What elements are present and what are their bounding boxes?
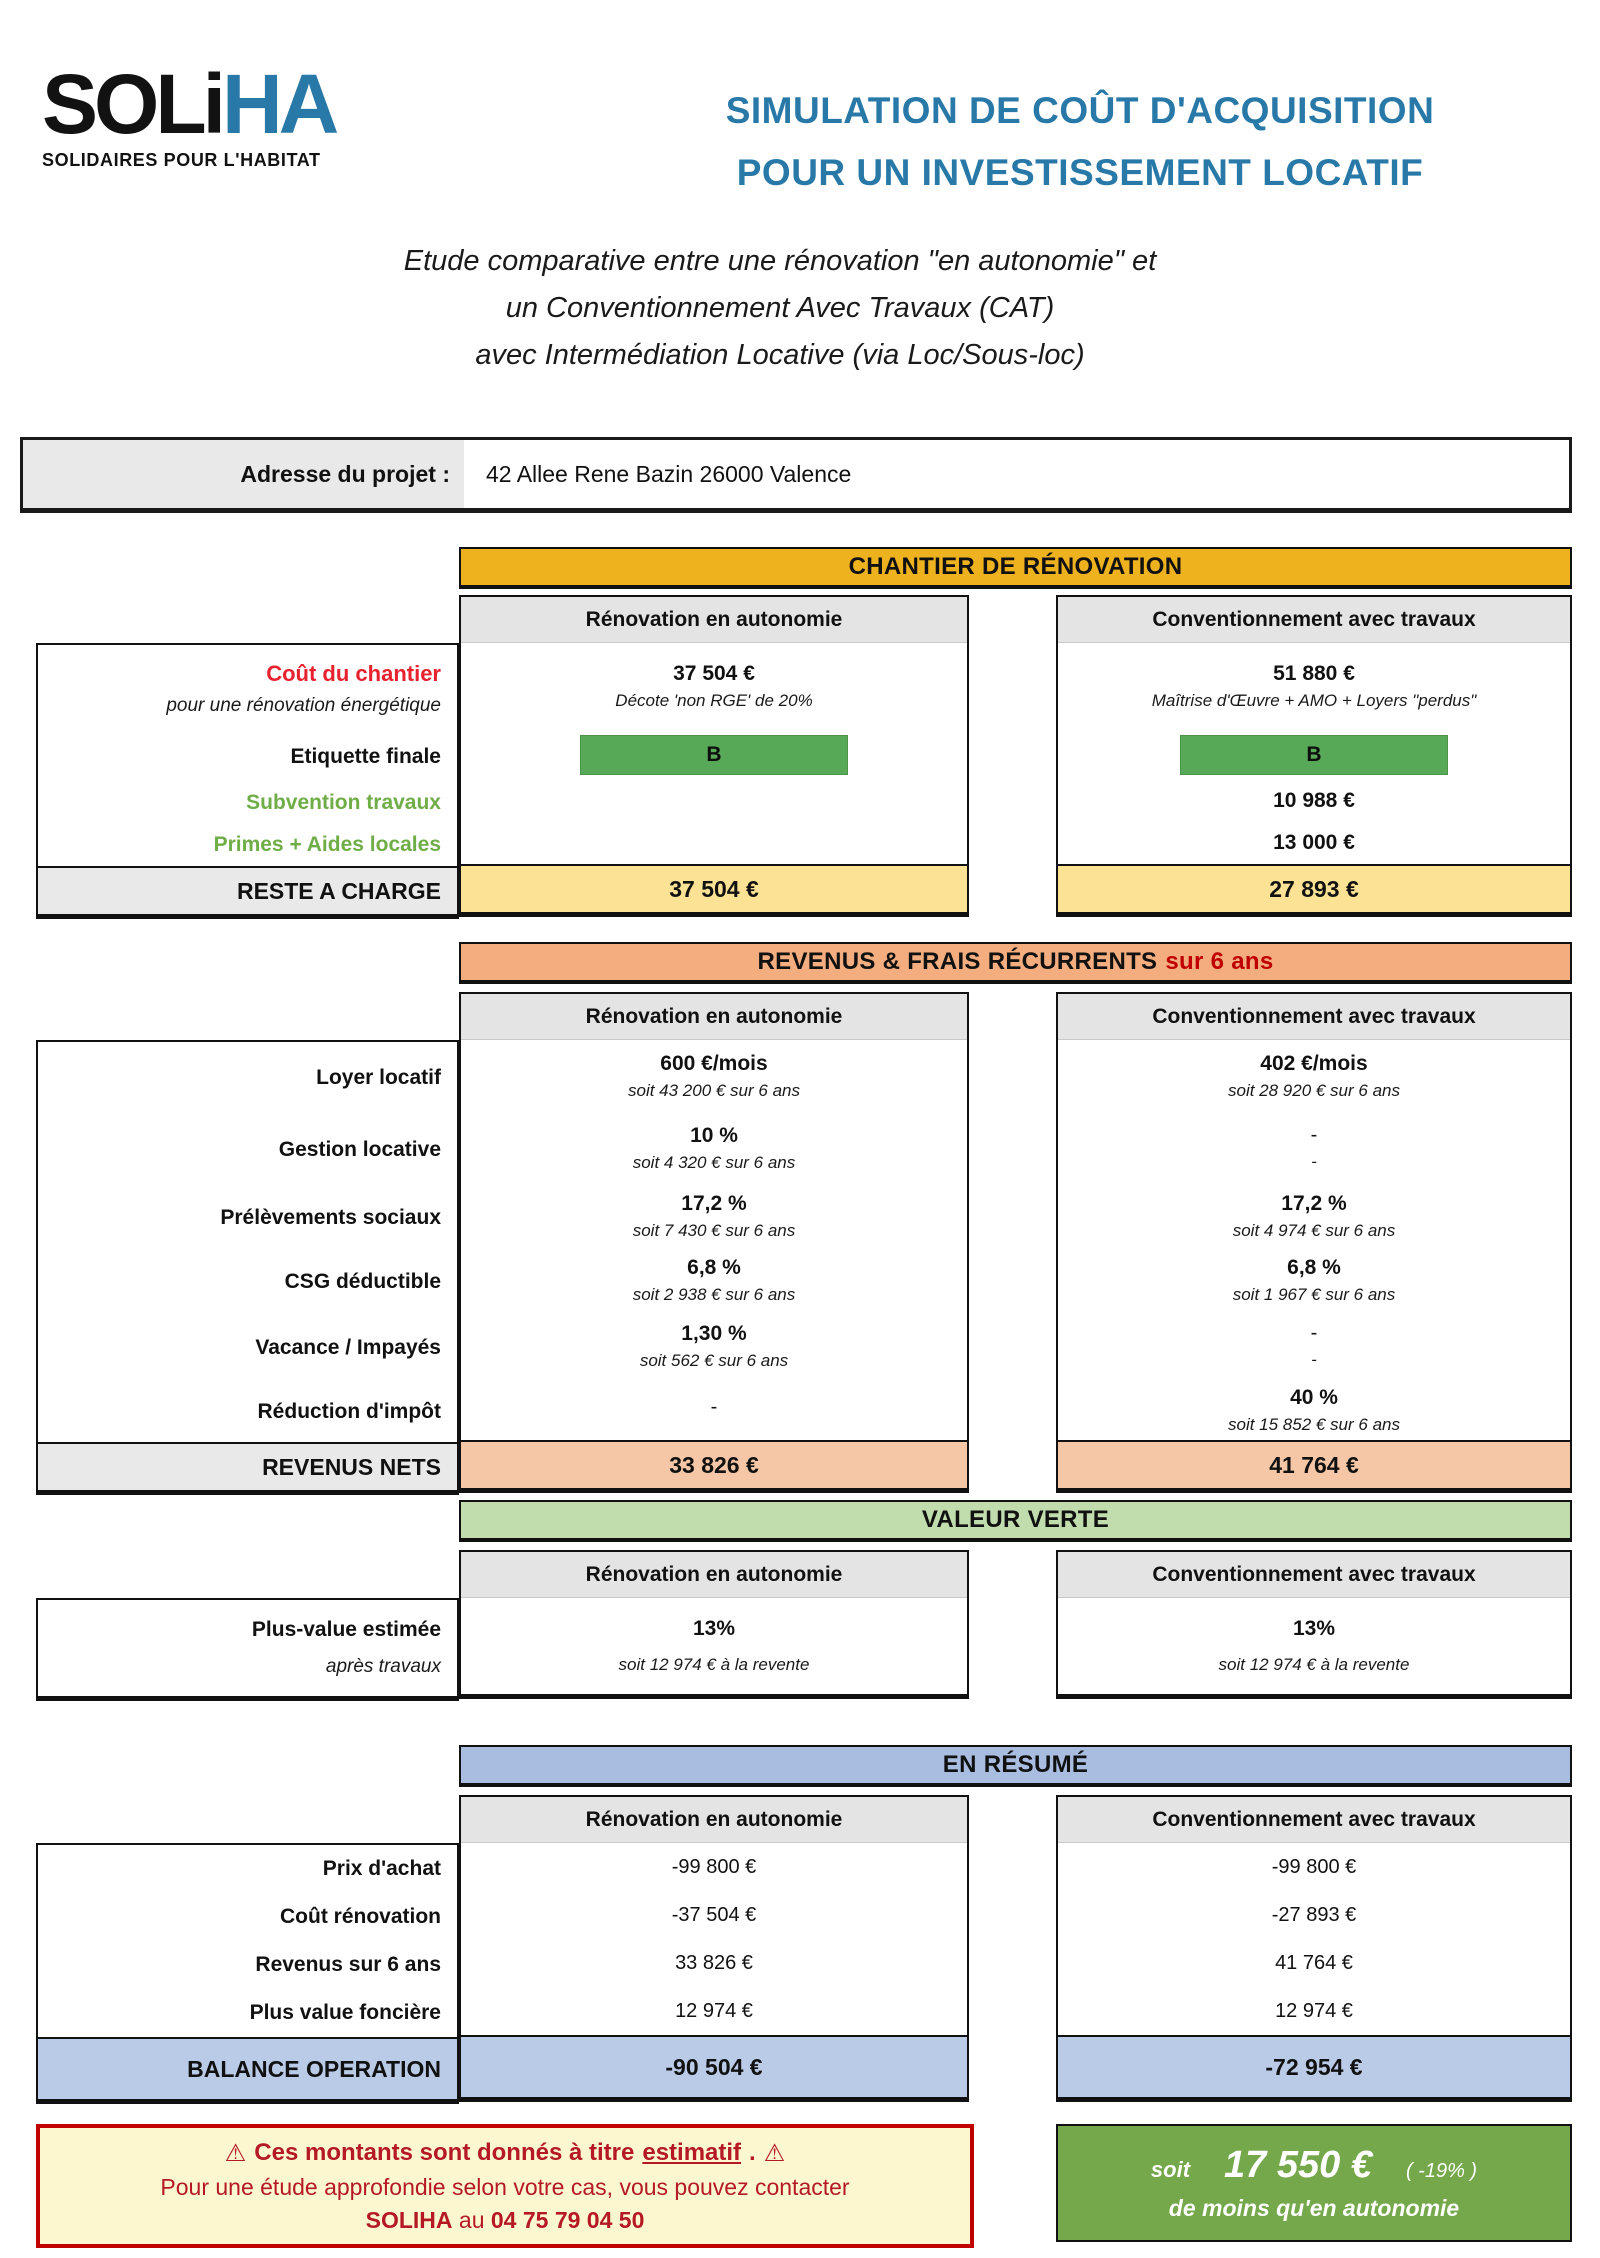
page-title — [620, 80, 1540, 204]
revenus-col1-box — [459, 992, 969, 1493]
warning-line1-text: Ces montants sont donnés à titre — [254, 2139, 635, 2166]
chantier-cout-col2 — [1058, 643, 1570, 730]
address-label: Adresse du projet : — [23, 440, 464, 508]
reste-a-charge-autonomie: 37 504 € — [461, 864, 967, 912]
revenus-nets-autonomie: 33 826 € — [461, 1440, 967, 1488]
cout-chantier-cat: 51 880 € — [1273, 662, 1355, 685]
vacance-col2 — [1058, 1312, 1570, 1380]
resume-prix-label-row — [38, 1845, 457, 1893]
revenus-header-text: REVENUS & FRAIS RÉCURRENTS — [757, 948, 1158, 975]
column-header-conventionnement: Conventionnement avec travaux — [1058, 597, 1570, 643]
savings-percent: ( -19% ) — [1405, 2160, 1478, 2182]
vacance-autonomie-total: soit 562 € sur 6 ans — [639, 1350, 789, 1370]
savings-amount: 17 550 € — [1224, 2144, 1372, 2186]
cout-chantier-cat-note: Maîtrise d'Œuvre + AMO + Loyers "perdus" — [1151, 691, 1477, 710]
column-header-autonomie: Rénovation en autonomie — [461, 1552, 967, 1598]
subtitle-line1: Etude comparative entre une rénovation "en autonomie" et — [403, 245, 1157, 277]
csg-autonomie: 6,8 % — [687, 1255, 741, 1279]
label-vacance-impayes: Vacance / Impayés — [255, 1336, 441, 1359]
energy-label-badge-cat: B — [1180, 735, 1448, 775]
gestion-cat-total: - — [1311, 1152, 1317, 1171]
page-title-line1: SIMULATION DE COÛT D'ACQUISITION — [725, 90, 1435, 131]
column-header-autonomie: Rénovation en autonomie — [461, 1797, 967, 1843]
valeur-col1-box — [459, 1550, 969, 1699]
chantier-subvention-col1 — [461, 780, 967, 822]
label-plus-value-fonciere: Plus value foncière — [249, 2001, 441, 2024]
label-gestion-locative: Gestion locative — [278, 1138, 441, 1161]
warning-line1 — [225, 2139, 785, 2168]
warning-phone-number: 04 75 79 04 50 — [490, 2206, 645, 2233]
label-reste-a-charge: RESTE A CHARGE — [38, 866, 457, 914]
label-cout-du-chantier: Coût du chantier — [266, 660, 441, 686]
column-header-conventionnement: Conventionnement avec travaux — [1058, 1552, 1570, 1598]
cout-renovation-col2 — [1058, 1891, 1570, 1939]
chantier-row-primes-label — [38, 824, 457, 866]
label-primes-aides: Primes + Aides locales — [213, 833, 441, 856]
label-subvention-travaux: Subvention travaux — [246, 791, 441, 814]
prelevements-autonomie: 17,2 % — [681, 1191, 747, 1215]
loyer-cat-total: soit 28 920 € sur 6 ans — [1227, 1080, 1400, 1100]
gestion-col2 — [1058, 1112, 1570, 1184]
label-prelevements-sociaux: Prélèvements sociaux — [220, 1206, 441, 1229]
prix-achat-autonomie: -99 800 € — [671, 1855, 757, 1878]
logo-tagline: SOLIDAIRES POUR L'HABITAT — [42, 150, 321, 170]
chantier-primes-col2 — [1058, 822, 1570, 864]
revenus-reduction-label-row — [38, 1382, 457, 1442]
cout-chantier-autonomie: 37 504 € — [673, 662, 755, 685]
warning-icon: ⚠ — [763, 2139, 786, 2167]
warning-soliha-name: SOLIHA — [365, 2206, 453, 2233]
subvention-cat: 10 988 € — [1273, 789, 1355, 812]
plus-value-autonomie: 13% — [692, 1617, 736, 1640]
warning-line3-mid: au — [458, 2206, 485, 2233]
prelevements-autonomie-total: soit 7 430 € sur 6 ans — [632, 1220, 796, 1240]
revenus-6ans-autonomie: 33 826 € — [675, 1951, 753, 1974]
chantier-cout-col1 — [461, 643, 967, 730]
resume-label-box — [36, 1843, 459, 2104]
logo-wordmark — [42, 57, 442, 151]
soliha-logo — [42, 57, 442, 171]
warning-icon: ⚠ — [224, 2139, 247, 2167]
loyer-autonomie: 600 €/mois — [660, 1051, 768, 1075]
reduction-cat: 40 % — [1290, 1385, 1338, 1409]
chantier-col1-box — [459, 595, 969, 917]
plus-value-fonciere-cat: 12 974 € — [1275, 1999, 1353, 2022]
label-etiquette-finale: Etiquette finale — [290, 745, 441, 768]
label-loyer-locatif: Loyer locatif — [316, 1066, 441, 1089]
loyer-autonomie-total: soit 43 200 € sur 6 ans — [627, 1080, 800, 1100]
label-revenus-nets: REVENUS NETS — [38, 1442, 457, 1490]
reduction-autonomie: - — [710, 1396, 718, 1418]
label-csg-deductible: CSG déductible — [284, 1270, 441, 1293]
vacance-col1 — [461, 1312, 967, 1380]
label-plus-value-estimee: Plus-value estimée — [251, 1618, 441, 1641]
valeur-col2-box — [1056, 1550, 1572, 1699]
chantier-row-etiquette-label — [38, 732, 457, 782]
reduction-col1 — [461, 1380, 967, 1440]
subtitle-line2: un Conventionnement Avec Travaux (CAT) — [505, 292, 1055, 324]
gestion-autonomie: 10 % — [690, 1123, 738, 1147]
savings-prefix: soit — [1150, 2157, 1191, 2182]
prix-achat-cat: -99 800 € — [1271, 1855, 1357, 1878]
revenus-col2-box — [1056, 992, 1572, 1493]
csg-col1 — [461, 1248, 967, 1312]
section-header-valeur-verte: VALEUR VERTE — [459, 1500, 1572, 1542]
page-title-line2: POUR UN INVESTISSEMENT LOCATIF — [736, 152, 1424, 193]
subtitle — [20, 238, 1540, 379]
chantier-row-cout-label — [38, 645, 457, 732]
cout-chantier-autonomie-note: Décote 'non RGE' de 20% — [615, 691, 813, 710]
chantier-etiquette-col2 — [1058, 730, 1570, 780]
valeur-col2 — [1058, 1598, 1570, 1694]
chantier-etiquette-col1 — [461, 730, 967, 780]
valeur-label-box — [36, 1598, 459, 1701]
plus-value-fonciere-col1 — [461, 1987, 967, 2035]
csg-col2 — [1058, 1248, 1570, 1312]
label-cout-renovation: Coût rénovation — [280, 1905, 441, 1928]
energy-label-badge-autonomie: B — [580, 735, 848, 775]
gestion-col1 — [461, 1112, 967, 1184]
resume-revenus-label-row — [38, 1941, 457, 1989]
revenus-6ans-cat: 41 764 € — [1275, 1951, 1353, 1974]
resume-col2-box — [1056, 1795, 1572, 2102]
vacance-autonomie: 1,30 % — [681, 1321, 747, 1345]
vacance-cat-total: - — [1311, 1350, 1317, 1369]
warning-line3 — [366, 2207, 645, 2234]
label-revenus-6ans: Revenus sur 6 ans — [255, 1953, 441, 1976]
warning-line1-underlined: estimatif — [642, 2139, 742, 2166]
csg-cat-total: soit 1 967 € sur 6 ans — [1232, 1284, 1396, 1304]
loyer-col1 — [461, 1040, 967, 1112]
revenus-csg-label-row — [38, 1250, 457, 1314]
reduction-col2 — [1058, 1380, 1570, 1440]
vacance-cat: - — [1310, 1322, 1318, 1344]
prelevements-col1 — [461, 1184, 967, 1248]
resume-plusvalue-label-row — [38, 1989, 457, 2037]
chantier-label-box — [36, 643, 459, 919]
cout-renovation-cat: -27 893 € — [1271, 1903, 1357, 1926]
primes-cat: 13 000 € — [1273, 831, 1355, 854]
column-header-autonomie: Rénovation en autonomie — [461, 597, 967, 643]
label-prix-achat: Prix d'achat — [322, 1857, 441, 1880]
section-header-resume: EN RÉSUMÉ — [459, 1745, 1572, 1787]
estimate-warning-box — [36, 2124, 974, 2248]
label-apres-travaux: après travaux — [325, 1656, 441, 1677]
prelevements-cat: 17,2 % — [1281, 1191, 1347, 1215]
section-header-revenus — [459, 942, 1572, 984]
savings-caption: de moins qu'en autonomie — [1168, 2195, 1460, 2221]
address-value: 42 Allee Rene Bazin 26000 Valence — [486, 460, 852, 487]
column-header-conventionnement: Conventionnement avec travaux — [1058, 994, 1570, 1040]
label-reduction-impot: Réduction d'impôt — [257, 1400, 441, 1423]
valeur-col1 — [461, 1598, 967, 1694]
revenus-prelevements-label-row — [38, 1186, 457, 1250]
revenus-label-box — [36, 1040, 459, 1495]
reduction-cat-total: soit 15 852 € sur 6 ans — [1227, 1414, 1400, 1434]
csg-cat: 6,8 % — [1287, 1255, 1341, 1279]
plus-value-cat-note: soit 12 974 € à la revente — [1218, 1655, 1410, 1674]
revenus-vacance-label-row — [38, 1314, 457, 1382]
cout-renovation-autonomie: -37 504 € — [671, 1903, 757, 1926]
column-header-autonomie: Rénovation en autonomie — [461, 994, 967, 1040]
prelevements-cat-total: soit 4 974 € sur 6 ans — [1232, 1220, 1396, 1240]
revenus-nets-cat: 41 764 € — [1058, 1440, 1570, 1488]
loyer-col2 — [1058, 1040, 1570, 1112]
column-header-conventionnement: Conventionnement avec travaux — [1058, 1797, 1570, 1843]
valeur-label-row — [38, 1600, 457, 1696]
chantier-col2-box — [1056, 595, 1572, 917]
revenus-6ans-col1 — [461, 1939, 967, 1987]
warning-line1-end: . — [749, 2139, 756, 2166]
chantier-primes-col1 — [461, 822, 967, 864]
address-bar — [20, 437, 1572, 513]
csg-autonomie-total: soit 2 938 € sur 6 ans — [632, 1284, 796, 1304]
label-renovation-energetique: pour une rénovation énergétique — [166, 694, 441, 716]
prelevements-col2 — [1058, 1184, 1570, 1248]
revenus-gestion-label-row — [38, 1114, 457, 1186]
revenus-loyer-label-row — [38, 1042, 457, 1114]
section-header-chantier: CHANTIER DE RÉNOVATION — [459, 547, 1572, 589]
gestion-cat: - — [1310, 1124, 1318, 1146]
revenus-6ans-col2 — [1058, 1939, 1570, 1987]
chantier-row-subvention-label — [38, 782, 457, 824]
plus-value-fonciere-col2 — [1058, 1987, 1570, 2035]
cout-renovation-col1 — [461, 1891, 967, 1939]
chantier-subvention-col2 — [1058, 780, 1570, 822]
revenus-header-suffix: sur 6 ans — [1165, 948, 1274, 975]
plus-value-cat: 13% — [1292, 1617, 1336, 1640]
prix-achat-col2 — [1058, 1843, 1570, 1891]
resume-col1-box — [459, 1795, 969, 2102]
label-balance-operation: BALANCE OPERATION — [38, 2037, 457, 2099]
warning-line2: Pour une étude approfondie selon votre cas, vous pouvez contacter — [160, 2173, 850, 2200]
savings-summary-box — [1056, 2124, 1572, 2242]
logo-text-blue: HA — [222, 57, 336, 151]
balance-autonomie: -90 504 € — [461, 2035, 967, 2097]
plus-value-fonciere-autonomie: 12 974 € — [675, 1999, 753, 2022]
savings-row — [1151, 2144, 1477, 2187]
resume-cout-label-row — [38, 1893, 457, 1941]
loyer-cat: 402 €/mois — [1260, 1051, 1368, 1075]
prix-achat-col1 — [461, 1843, 967, 1891]
balance-cat: -72 954 € — [1058, 2035, 1570, 2097]
gestion-autonomie-total: soit 4 320 € sur 6 ans — [632, 1152, 796, 1172]
plus-value-autonomie-note: soit 12 974 € à la revente — [618, 1655, 810, 1674]
logo-text-black: SOLi — [42, 57, 223, 151]
subtitle-line3: avec Intermédiation Locative (via Loc/Sous-loc) — [475, 339, 1085, 371]
reste-a-charge-cat: 27 893 € — [1058, 864, 1570, 912]
